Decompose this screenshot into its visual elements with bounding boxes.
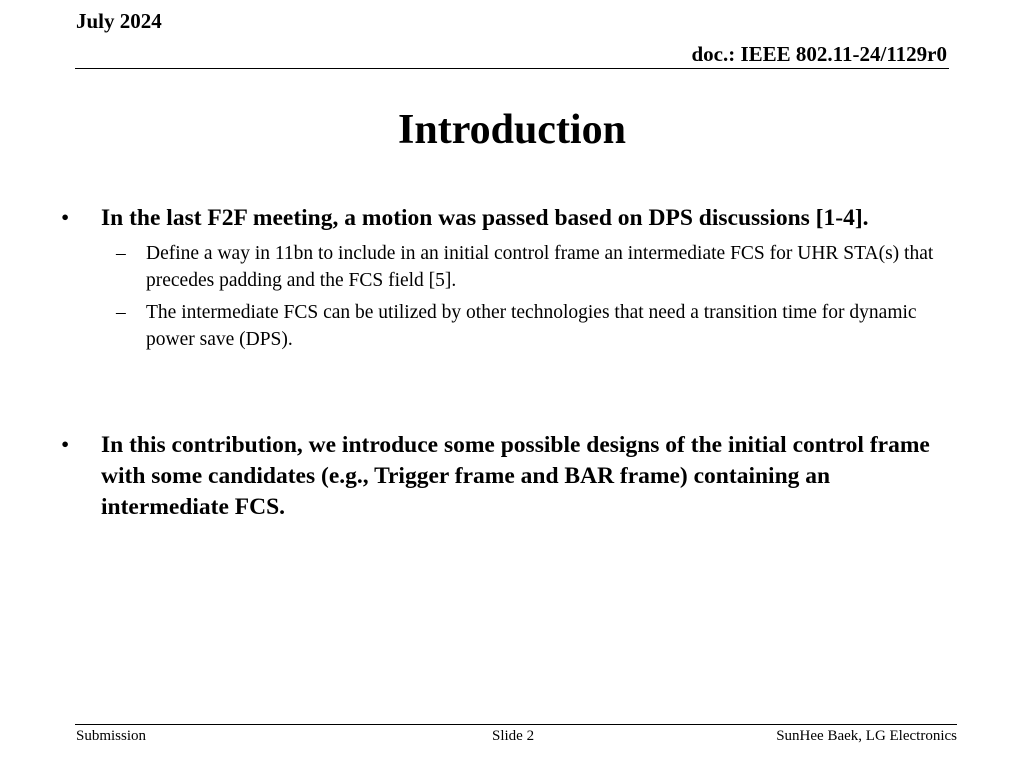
bullet-2-text: In this contribution, we introduce some possible designs of the initial control frame with some candidates (e.g., Trigger frame and BAR frame) containing an intermediate FCS.: [101, 432, 930, 520]
footer-slide-number: Slide 2: [492, 728, 535, 744]
sub-bullet-1-1-text: Define a way in 11bn to include in an initial control frame an intermediate FCS for UHR STA(s) that precedes padding and the FCS field [5].: [146, 243, 934, 291]
bullet-2: [61, 430, 961, 523]
sub-bullet-marker: –: [116, 243, 126, 264]
bullet-marker: •: [61, 432, 70, 458]
bullet-1: [61, 203, 961, 234]
sub-bullet-1-1: [116, 240, 946, 294]
bullet-marker: •: [61, 205, 70, 231]
footer-divider: [75, 724, 957, 725]
slide-title: Introduction: [398, 107, 626, 153]
footer-author: SunHee Baek, LG Electronics: [776, 728, 957, 744]
footer-submission: Submission: [76, 728, 147, 744]
sub-bullet-1-2-text: The intermediate FCS can be utilized by other technologies that need a transition time for dynamic power save (DPS).: [146, 302, 917, 350]
header-divider: [75, 68, 949, 69]
bullet-1-text: In the last F2F meeting, a motion was passed based on DPS discussions [1-4].: [101, 205, 869, 231]
sub-bullet-marker: –: [116, 302, 126, 323]
sub-bullet-1-2: [116, 299, 946, 353]
header-doc-id: doc.: IEEE 802.11-24/1129r0: [691, 42, 947, 66]
header-date: July 2024: [76, 9, 162, 33]
